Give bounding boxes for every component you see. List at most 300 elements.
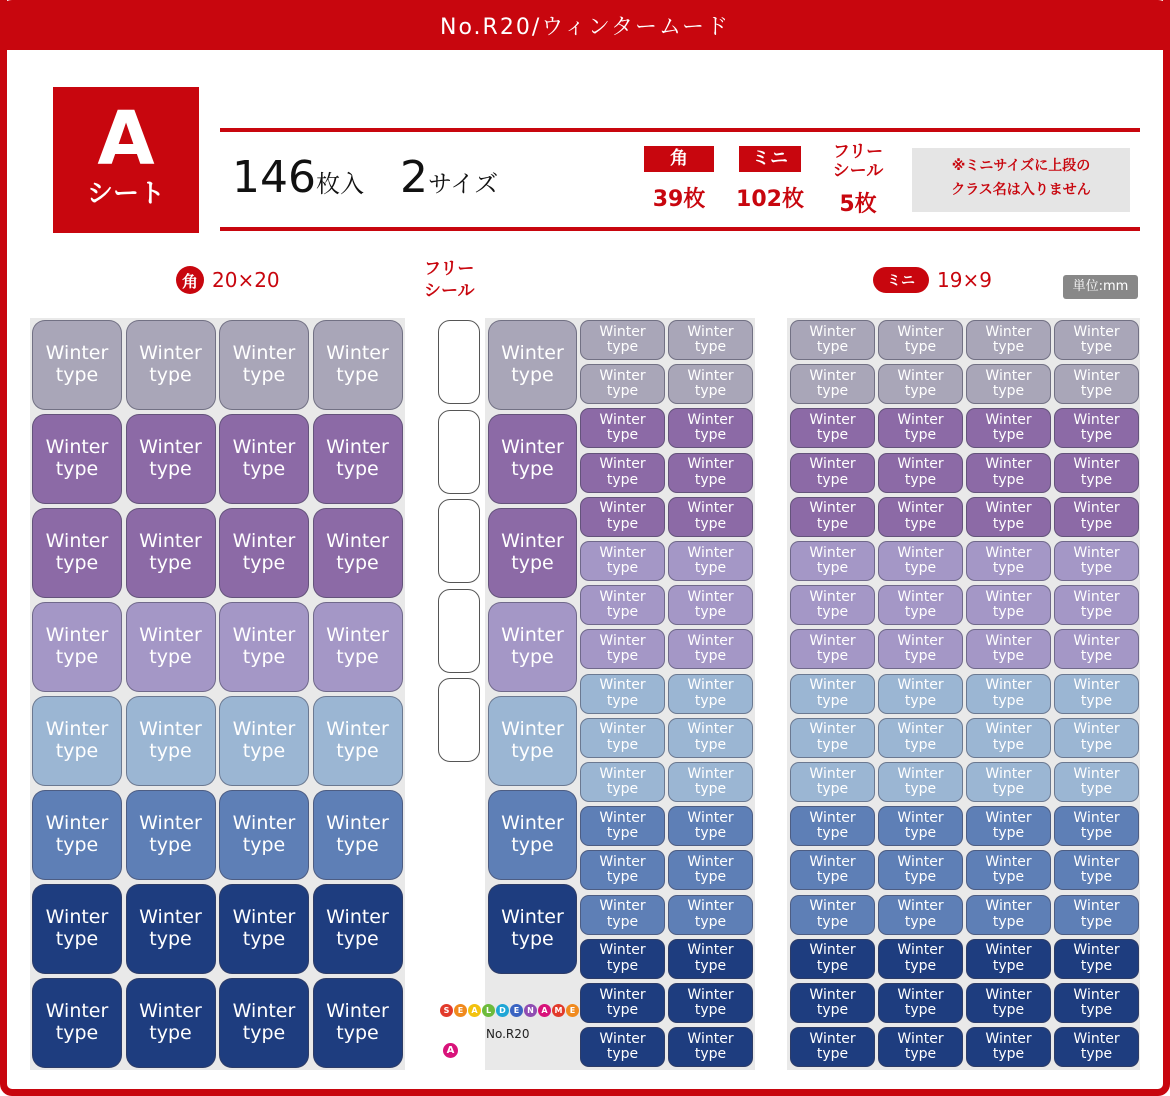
label-line: Winter [1073, 588, 1120, 605]
label-line: type [242, 740, 286, 762]
label-line: type [992, 869, 1025, 886]
label-line: Winter [687, 456, 734, 473]
header-rule-bottom [220, 227, 1140, 231]
mini-label [966, 585, 1051, 625]
label-line: type [816, 1002, 849, 1018]
label-line: Winter [599, 721, 646, 738]
mini-label [1054, 939, 1139, 979]
label-line: Winter [1073, 1030, 1120, 1047]
label-line: Winter [599, 1030, 646, 1047]
label-line: type [904, 560, 937, 576]
label-line: Winter [599, 544, 646, 561]
label-line: Winter [687, 412, 734, 428]
label-line: type [694, 869, 727, 886]
mini-label [790, 1027, 875, 1067]
label-line: Winter [809, 809, 856, 826]
unit-badge: 単位:mm [1063, 275, 1138, 299]
label-line: type [816, 560, 849, 576]
brand-letter: L [482, 1004, 495, 1017]
size-tag: ミニ [739, 146, 801, 172]
label-line: Winter [687, 765, 734, 782]
label-line: type [606, 648, 639, 665]
label-line: Winter [599, 412, 646, 428]
label-line: Winter [326, 1000, 389, 1023]
brand-letter: A [468, 1004, 481, 1017]
mini-label [790, 939, 875, 979]
label-line: type [606, 957, 639, 974]
label-line: type [992, 957, 1025, 974]
label-line: type [816, 913, 849, 930]
size-count: 5枚 [839, 192, 877, 217]
label-line: Winter [232, 624, 296, 647]
mini-label [668, 939, 753, 979]
mini-label [580, 541, 665, 581]
kaku-dims: 20×20 [212, 268, 280, 292]
brand-letter: E [510, 1004, 523, 1017]
label-line: Winter [501, 436, 564, 459]
label-line: Winter [809, 456, 856, 473]
kaku-label [488, 320, 577, 410]
label-line: Winter [985, 544, 1032, 561]
kaku-label [488, 508, 577, 598]
label-line: type [992, 604, 1025, 621]
label-line: Winter [501, 342, 564, 365]
brand-letter: M [552, 1004, 565, 1017]
brand-logo [440, 1004, 579, 1017]
label-line: type [606, 781, 639, 797]
label-line: type [606, 1002, 639, 1018]
label-line: type [242, 458, 286, 480]
label-line: type [55, 928, 99, 950]
label-line: type [1080, 957, 1113, 974]
label-line: Winter [809, 367, 856, 384]
label-line: Winter [45, 812, 109, 835]
label-line: Winter [1073, 544, 1120, 561]
kaku-label [126, 508, 216, 598]
label-line: type [1080, 825, 1113, 842]
mini-label [1054, 762, 1139, 802]
label-line: type [55, 834, 99, 856]
free-sticker [438, 678, 480, 762]
label-line: Winter [985, 456, 1032, 473]
label-line: Winter [139, 342, 202, 365]
label-line: type [55, 552, 99, 574]
label-line: Winter [897, 942, 944, 959]
label-line: Winter [139, 624, 202, 647]
kaku-label [488, 696, 577, 786]
label-line: type [606, 339, 639, 355]
mini-label [878, 806, 963, 846]
label-line: type [1080, 648, 1113, 665]
mini-label [790, 895, 875, 935]
label-line: Winter [326, 812, 389, 835]
label-line: type [606, 471, 639, 488]
label-line: Winter [985, 677, 1032, 694]
mini-label [878, 850, 963, 890]
kaku-label [313, 696, 403, 786]
label-line: type [694, 736, 727, 753]
label-line: Winter [1073, 323, 1120, 340]
mini-label [790, 408, 875, 448]
mini-label [1054, 497, 1139, 537]
label-line: Winter [897, 986, 944, 1003]
label-line: type [336, 834, 379, 856]
label-line: type [336, 928, 379, 950]
mini-label [790, 497, 875, 537]
label-line: Winter [599, 942, 646, 959]
label-line: Winter [687, 898, 734, 915]
sheet-label: シート [86, 179, 165, 209]
kaku-label [219, 320, 309, 410]
label-line: type [816, 515, 849, 532]
mini-label [580, 497, 665, 537]
mini-label [790, 364, 875, 404]
label-line: type [816, 648, 849, 665]
label-line: Winter [897, 809, 944, 826]
label-line: Winter [809, 1030, 856, 1047]
kaku-label [488, 414, 577, 504]
label-line: type [606, 869, 639, 886]
label-line: type [904, 1046, 937, 1063]
label-line: type [606, 913, 639, 930]
sizes-number: 2 [399, 152, 428, 203]
kaku-label [219, 884, 309, 974]
label-line: type [694, 604, 727, 621]
mini-label [790, 541, 875, 581]
free-sticker [438, 320, 480, 404]
label-line: Winter [985, 942, 1032, 959]
label-line: type [1080, 781, 1113, 797]
label-line: Winter [985, 633, 1032, 649]
mini-label [878, 497, 963, 537]
brand-letter: E [454, 1004, 467, 1017]
kaku-label [32, 790, 122, 880]
label-line: type [1080, 427, 1113, 444]
label-line: Winter [809, 544, 856, 561]
mini-label [878, 541, 963, 581]
label-line: Winter [687, 677, 734, 694]
label-line: Winter [45, 1000, 109, 1023]
kaku-label [32, 508, 122, 598]
header-rule-top [220, 128, 1140, 132]
label-line: Winter [1073, 854, 1120, 870]
label-line: Winter [985, 809, 1032, 826]
kaku-label [219, 508, 309, 598]
label-line: type [55, 458, 99, 480]
label-line: type [816, 825, 849, 842]
mini-label [668, 453, 753, 493]
label-line: type [242, 646, 286, 668]
label-line: type [694, 781, 727, 797]
mini-label [966, 895, 1051, 935]
mini-label [668, 1027, 753, 1067]
label-line: type [694, 339, 727, 355]
mini-section-label [873, 267, 992, 293]
label-line: type [816, 604, 849, 621]
mini-label [668, 895, 753, 935]
mini-label [580, 1027, 665, 1067]
label-line: Winter [139, 436, 202, 459]
label-line: type [694, 427, 727, 444]
mini-label [878, 408, 963, 448]
label-line: type [1080, 471, 1113, 488]
mini-label [1054, 541, 1139, 581]
label-line: Winter [45, 530, 109, 553]
brand-number: No.R20 [486, 1027, 530, 1041]
brand-dots [440, 1004, 579, 1017]
mini-label [790, 850, 875, 890]
label-line: Winter [687, 854, 734, 870]
mini-label [580, 364, 665, 404]
label-line: type [992, 1046, 1025, 1063]
label-line: Winter [809, 323, 856, 340]
mini-label [580, 762, 665, 802]
kaku-label [313, 508, 403, 598]
label-line: Winter [687, 367, 734, 384]
label-line: Winter [809, 588, 856, 605]
label-line: type [242, 552, 286, 574]
label-line: Winter [897, 633, 944, 649]
mini-label [790, 983, 875, 1023]
label-line: Winter [599, 323, 646, 340]
kaku-label [219, 696, 309, 786]
label-line: Winter [985, 1030, 1032, 1047]
label-line: Winter [897, 412, 944, 428]
label-line: type [1080, 869, 1113, 886]
kaku-label [219, 602, 309, 692]
mini-label [966, 939, 1051, 979]
label-line: type [904, 1002, 937, 1018]
kaku-label [126, 884, 216, 974]
label-line: Winter [809, 412, 856, 428]
brand-sheet-letter: A [443, 1043, 458, 1058]
label-line: Winter [809, 721, 856, 738]
mini-label [966, 629, 1051, 669]
label-line: type [55, 740, 99, 762]
label-line: type [149, 1022, 192, 1044]
kaku-label [32, 414, 122, 504]
kaku-label [126, 320, 216, 410]
label-line: Winter [985, 367, 1032, 384]
label-line: Winter [326, 530, 389, 553]
label-line: Winter [897, 367, 944, 384]
label-line: type [149, 928, 192, 950]
kaku-label [32, 320, 122, 410]
size-free [823, 143, 893, 218]
label-line: Winter [599, 633, 646, 649]
mini-label [1054, 718, 1139, 758]
label-line: type [694, 1002, 727, 1018]
kaku-badge: 角 [176, 266, 204, 294]
mini-label [580, 939, 665, 979]
label-line: type [904, 471, 937, 488]
mini-label [790, 806, 875, 846]
label-line: type [149, 364, 192, 386]
label-line: Winter [687, 986, 734, 1003]
mini-label [668, 320, 753, 360]
mini-label [668, 762, 753, 802]
label-line: Winter [1073, 898, 1120, 915]
label-line: Winter [45, 718, 109, 741]
label-line: Winter [232, 530, 296, 553]
label-line: Winter [897, 544, 944, 561]
label-line: type [606, 736, 639, 753]
mini-label [580, 718, 665, 758]
label-line: Winter [897, 588, 944, 605]
label-line: type [1080, 560, 1113, 576]
mini-label [966, 497, 1051, 537]
label-line: Winter [897, 1030, 944, 1047]
label-line: type [606, 560, 639, 576]
label-line: Winter [1073, 633, 1120, 649]
label-line: type [992, 825, 1025, 842]
label-line: Winter [985, 500, 1032, 517]
mini-label [1054, 320, 1139, 360]
kaku-label [488, 790, 577, 880]
label-line: Winter [809, 942, 856, 959]
label-line: Winter [1073, 456, 1120, 473]
size-mini [732, 146, 808, 213]
mini-label [668, 629, 753, 669]
label-line: type [55, 1022, 99, 1044]
label-line: type [992, 913, 1025, 930]
mini-label [790, 453, 875, 493]
label-line: type [816, 692, 849, 709]
label-line: type [904, 648, 937, 665]
sizes-unit: サイズ [427, 170, 499, 198]
kaku-label [488, 602, 577, 692]
mini-label [1054, 1027, 1139, 1067]
mini-label [966, 541, 1051, 581]
label-line: Winter [1073, 677, 1120, 694]
mini-label [878, 762, 963, 802]
label-line: Winter [1073, 765, 1120, 782]
label-line: type [149, 740, 192, 762]
kaku-label [126, 602, 216, 692]
label-line: Winter [809, 677, 856, 694]
label-line: type [904, 427, 937, 444]
kaku-label [313, 320, 403, 410]
mini-label [580, 983, 665, 1023]
free-label-line: フリー [424, 259, 475, 279]
mini-label [878, 320, 963, 360]
label-line: Winter [326, 906, 389, 929]
mini-label [1054, 850, 1139, 890]
sheet-letter: A [97, 96, 155, 182]
label-line: Winter [232, 906, 296, 929]
kaku-label [219, 414, 309, 504]
kaku-label [313, 978, 403, 1068]
label-line: type [694, 1046, 727, 1063]
label-line: type [816, 427, 849, 444]
label-line: Winter [985, 898, 1032, 915]
label-line: type [606, 515, 639, 532]
label-line: type [694, 383, 727, 400]
sheet-count [232, 152, 498, 203]
label-line: Winter [1073, 500, 1120, 517]
label-line: Winter [985, 986, 1032, 1003]
mini-label [966, 320, 1051, 360]
label-line: type [1080, 515, 1113, 532]
mini-label [580, 895, 665, 935]
label-line: type [242, 1022, 286, 1044]
label-line: type [55, 646, 99, 668]
label-line: type [694, 515, 727, 532]
label-line: type [242, 928, 286, 950]
mini-label [668, 408, 753, 448]
label-line: type [336, 552, 379, 574]
label-line: Winter [985, 412, 1032, 428]
label-line: Winter [139, 718, 202, 741]
mini-label [580, 320, 665, 360]
label-line: type [606, 1046, 639, 1063]
label-line: type [1080, 339, 1113, 355]
label-line: Winter [501, 812, 564, 835]
label-line: type [606, 692, 639, 709]
label-line: type [511, 834, 554, 856]
label-line: type [992, 1002, 1025, 1018]
brand-letter: N [524, 1004, 537, 1017]
label-line: type [606, 427, 639, 444]
label-line: Winter [599, 500, 646, 517]
label-line: type [242, 364, 286, 386]
mini-label [790, 585, 875, 625]
mini-label [580, 585, 665, 625]
label-line: type [904, 913, 937, 930]
label-line: type [1080, 604, 1113, 621]
label-line: Winter [687, 1030, 734, 1047]
label-line: type [511, 928, 554, 950]
mini-label [966, 983, 1051, 1023]
label-line: Winter [1073, 721, 1120, 738]
label-line: type [904, 825, 937, 842]
label-line: Winter [232, 436, 296, 459]
label-line: Winter [599, 986, 646, 1003]
kaku-label [313, 602, 403, 692]
mini-label [878, 718, 963, 758]
kaku-label [313, 790, 403, 880]
label-line: Winter [45, 906, 109, 929]
brand-letter: E [566, 1004, 579, 1017]
mini-label [1054, 629, 1139, 669]
label-line: Winter [985, 765, 1032, 782]
kaku-section-label [176, 266, 280, 294]
mini-label [966, 1027, 1051, 1067]
label-line: Winter [1073, 367, 1120, 384]
mini-label [878, 453, 963, 493]
label-line: type [606, 383, 639, 400]
kaku-label [32, 696, 122, 786]
label-line: Winter [139, 530, 202, 553]
brand-letter: D [496, 1004, 509, 1017]
count-unit: 枚入 [315, 170, 364, 198]
label-line: Winter [897, 500, 944, 517]
mini-label [966, 408, 1051, 448]
label-line: Winter [687, 809, 734, 826]
label-line: Winter [687, 544, 734, 561]
label-line: Winter [599, 898, 646, 915]
mini-label [966, 453, 1051, 493]
mini-label [966, 674, 1051, 714]
label-line: Winter [985, 721, 1032, 738]
size-kaku [644, 146, 714, 213]
kaku-label [126, 790, 216, 880]
label-line: Winter [599, 677, 646, 694]
label-line: Winter [809, 633, 856, 649]
label-line: Winter [809, 986, 856, 1003]
label-line: Winter [897, 456, 944, 473]
label-line: type [336, 458, 379, 480]
